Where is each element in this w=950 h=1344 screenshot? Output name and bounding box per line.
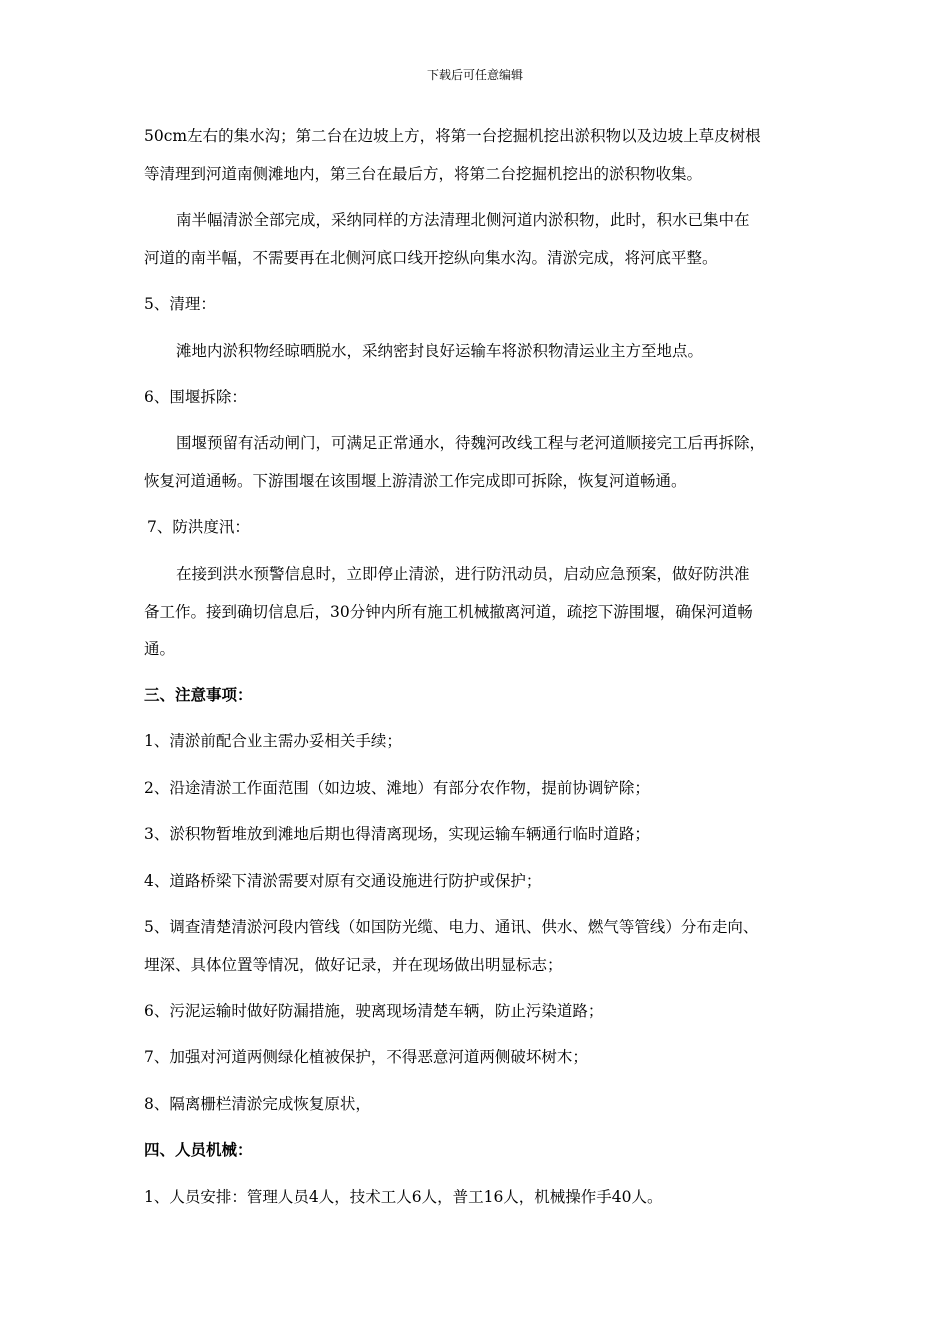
page-header: 下载后可任意编辑 (426, 68, 523, 82)
section-title-personnel: 四、人员机械： (144, 1140, 253, 1159)
paragraph-line: 滩地内淤积物经晾晒脱水，采纳密封良好运输车将淤积物清运业主方至地点。 (176, 342, 704, 360)
list-item: 1、清淤前配合业主需办妥相关手续； (144, 732, 402, 750)
paragraph-line: 在接到洪水预警信息时，立即停止清淤，进行防汛动员，启动应急预案，做好防洪准 (176, 565, 750, 583)
list-item: 3、淤积物暂堆放到滩地后期也得清离现场，实现运输车辆通行临时道路； (144, 825, 650, 843)
list-item: 5、调查清楚清淤河段内管线（如国防光缆、电力、通讯、供水、燃气等管线）分布走向、 (144, 918, 759, 936)
paragraph-line: 围堰预留有活动闸门，可满足正常通水，待魏河改线工程与老河道顺接完工后再拆除， (176, 434, 766, 452)
paragraph-line: 河道的南半幅，不需要再在北侧河底口线开挖纵向集水沟。清淤完成，将河底平整。 (144, 249, 718, 267)
list-item: 7、加强对河道两侧绿化植被保护，不得恶意河道两侧破坏树木； (144, 1048, 588, 1066)
subheading-cofferdam-removal: 6、围堰拆除： (144, 388, 247, 406)
list-item: 埋深、具体位置等情况，做好记录，并在现场做出明显标志； (144, 956, 563, 974)
list-item: 4、道路桥梁下清淤需要对原有交通设施进行防护或保护； (144, 872, 542, 890)
paragraph-line: 等清理到河道南侧滩地内，第三台在最后方，将第二台挖掘机挖出的淤积物收集。 (144, 165, 703, 183)
list-item: 2、沿途清淤工作面范围（如边坡、滩地）有部分农作物，提前协调铲除； (144, 779, 650, 797)
subheading-flood-control: 7、防洪度汛： (147, 518, 250, 536)
list-item: 6、污泥运输时做好防漏措施，驶离现场清楚车辆，防止污染道路； (144, 1002, 604, 1020)
section-title-notes: 三、注意事项： (144, 685, 253, 704)
subheading-cleanup: 5、清理： (144, 295, 216, 313)
paragraph-line: 备工作。接到确切信息后，30分钟内所有施工机械撤离河道，疏挖下游围堰，确保河道畅 (144, 603, 753, 621)
paragraph-line: 50cm左右的集水沟；第二台在边坡上方，将第一台挖掘机挖出淤积物以及边坡上草皮树根 (144, 127, 761, 145)
paragraph-line: 通。 (144, 640, 176, 658)
paragraph-line: 南半幅清淤全部完成，采纳同样的方法清理北侧河道内淤积物，此时，积水已集中在 (176, 211, 750, 229)
list-item: 1、人员安排：管理人员4人，技术工人6人，普工16人，机械操作手40人。 (144, 1188, 663, 1206)
list-item: 8、隔离栅栏清淤完成恢复原状， (144, 1095, 371, 1113)
paragraph-line: 恢复河道通畅。下游围堰在该围堰上游清淤工作完成即可拆除，恢复河道畅通。 (144, 472, 687, 490)
